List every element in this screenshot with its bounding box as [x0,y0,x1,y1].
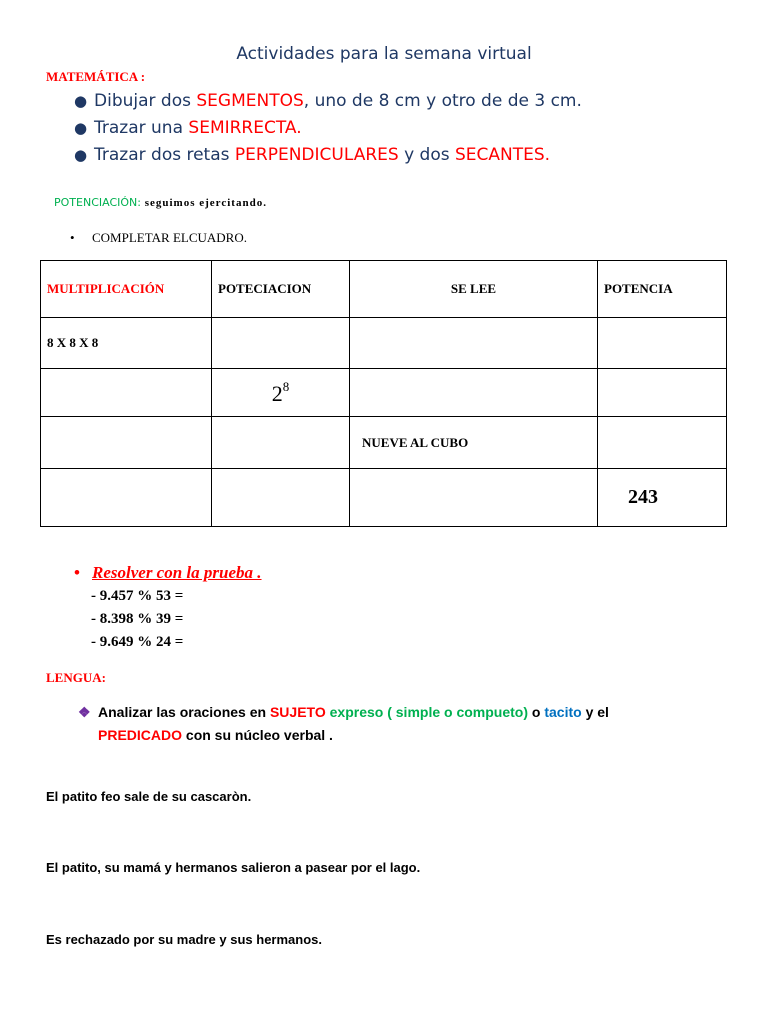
division-exercise: - 9.457 % 53 = [91,588,184,604]
division-exercise: - 8.398 % 39 = [91,611,184,627]
table-cell [350,369,598,417]
table-row [41,369,727,417]
table-cell [41,417,212,469]
bullet-icon: • [74,563,80,582]
math-item-rectas: ● Trazar dos retas PERPENDICULARES y dos SECANTES. [74,145,551,165]
lengua-instruction-line1: ❖ Analizar las oraciones en SUJETO expreso ( simple o compueto) o tacito y el [78,704,609,720]
table-cell [212,417,350,469]
table-cell [350,469,598,527]
table-cell [41,469,212,527]
power-table [40,260,727,527]
table-cell [598,417,727,469]
bullet-icon: ● [74,119,88,137]
table-cell: 8 X 8 X 8 [41,318,212,369]
table-cell [212,469,350,527]
diamond-bullet-icon: ❖ [78,704,91,720]
header-multiplicacion: MULTIPLICACIÓN [41,261,212,318]
bullet-icon: ● [74,92,88,110]
sentence-3: Es rechazado por su madre y sus hermanos. [46,932,322,947]
table-cell [212,318,350,369]
resolver-heading: • Resolver con la prueba . [74,563,262,582]
lengua-heading: LENGUA: [46,670,106,685]
sentence-2: El patito, su mamá y hermanos salieron a pasear por el lago. [46,860,421,875]
sentence-1: El patito feo sale de su cascaròn. [46,789,252,804]
math-item-semirrecta: ● Trazar una SEMIRRECTA. [74,118,302,138]
table-row [41,469,727,527]
power-expression: $2^8$ [271,378,290,406]
division-exercise: - 9.649 % 24 = [91,634,184,650]
table-cell: 243 [598,469,727,527]
lengua-instruction-line2: PREDICADO con su núcleo verbal . [98,727,333,743]
header-se-lee: SE LEE [350,261,598,318]
table-header-row [41,261,727,318]
power-cell [212,369,350,417]
completar-instruction: • COMPLETAR ELCUADRO. [70,230,247,245]
table-cell: NUEVE AL CUBO [350,417,598,469]
table-row [41,318,727,369]
header-potencia: POTENCIA [598,261,727,318]
table-cell [598,318,727,369]
table-cell [598,369,727,417]
math-item-segments: ● Dibujar dos SEGMENTOS, uno de 8 cm y otro de de 3 cm. [74,91,582,111]
header-potenciacion: POTECIACION [212,261,350,318]
table-row [41,417,727,469]
table-cell [350,318,598,369]
bullet-icon: • [70,230,75,245]
table-cell [41,369,212,417]
math-heading: MATEMÁTICA : [46,69,146,84]
potenciacion-label: POTENCIACIÓN: seguimos ejercitando. [54,196,267,209]
bullet-icon: ● [74,146,88,164]
page-title: Actividades para la semana virtual [236,44,532,64]
